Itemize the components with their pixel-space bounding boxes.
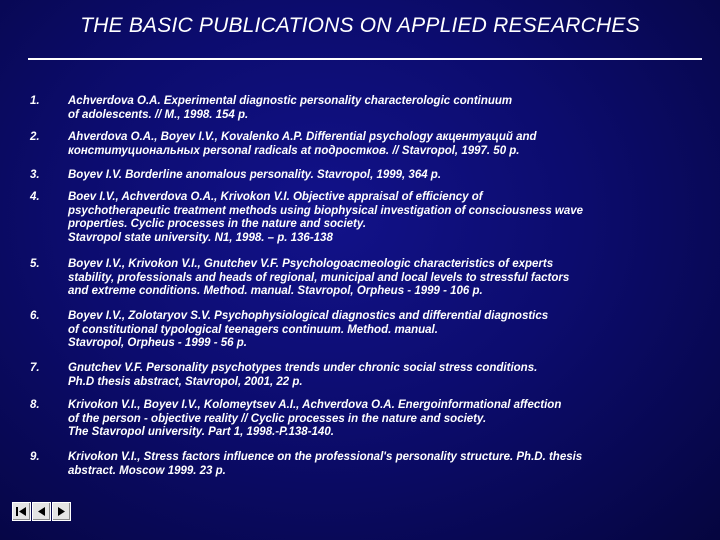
item-text: Boyev I.V., Zolotaryov S.V. Psychophysiological diagnostics and differential diagnostics of constitutional typological teenagers continuum. Method. manual. Stavropol, Orpheus - 1999 - 56 p.	[68, 310, 549, 349]
next-slide-button[interactable]	[52, 502, 71, 521]
first-slide-button[interactable]	[12, 502, 31, 521]
item-number: 2.	[30, 131, 40, 143]
item-text: Krivokon V.I., Boyev I.V., Kolomeytsev A.I., Achverdova O.A. Energoinformational affection of the person - objective reality // Cyclic processes in the nature and society. The Stavropol university. Part 1, 1998.-P.138-140.	[68, 399, 562, 438]
item-text: Boyev I.V. Borderline anomalous personality. Stavropol, 1999, 364 p.	[68, 169, 442, 181]
item-text: Gnutchev V.F. Personality psychotypes trends under chronic social stress conditions. Ph.D thesis abstract, Stavropol, 2001, 22 p.	[68, 362, 538, 388]
skip-back-icon	[15, 505, 28, 518]
item-number: 4.	[30, 191, 40, 203]
item-number: 3.	[30, 169, 40, 181]
item-text: Krivokon V.I., Stress factors influence on the professional's personality structure. Ph.D. thesis abstract. Moscow 1999. 23 p.	[68, 451, 583, 477]
item-text: Achverdova O.A. Experimental diagnostic personality characterologic continuum of adolescents. // M., 1998. 154 p.	[68, 95, 513, 121]
slide-navigation	[12, 502, 71, 521]
page-title: THE BASIC PUBLICATIONS ON APPLIED RESEARCHES	[80, 14, 640, 37]
item-number: 8.	[30, 399, 40, 411]
title-divider	[28, 58, 702, 60]
previous-slide-button[interactable]	[32, 502, 51, 521]
item-number: 6.	[30, 310, 40, 322]
item-text: Boev I.V., Achverdova O.A., Krivokon V.I. Objective appraisal of efficiency of psychotherapeutic treatment methods using biophysical investigation of consciousness wave properties. Cyclic processes in the nature and society. Stavropol state university. N1, 1998. – p. 136-138	[68, 191, 584, 244]
item-text: Ahverdova O.A., Boyev I.V., Kovalenko A.P. Differential psychology акцентуаций and конституциональных personal radicals at подростков. // Stavropol, 1997. 50 p.	[68, 131, 537, 157]
item-number: 1.	[30, 95, 40, 107]
item-number: 9.	[30, 451, 40, 463]
arrow-right-icon	[55, 505, 68, 518]
item-number: 7.	[30, 362, 40, 374]
arrow-left-icon	[35, 505, 48, 518]
item-text: Boyev I.V., Krivokon V.I., Gnutchev V.F. Psychologoacmeologic characteristics of experts stability, professionals and heads of regional, municipal and local levels to stressful factors and extreme conditions. Method. manual. Stavropol, Orpheus - 1999 - 106 p.	[68, 258, 570, 297]
item-number: 5.	[30, 258, 40, 270]
